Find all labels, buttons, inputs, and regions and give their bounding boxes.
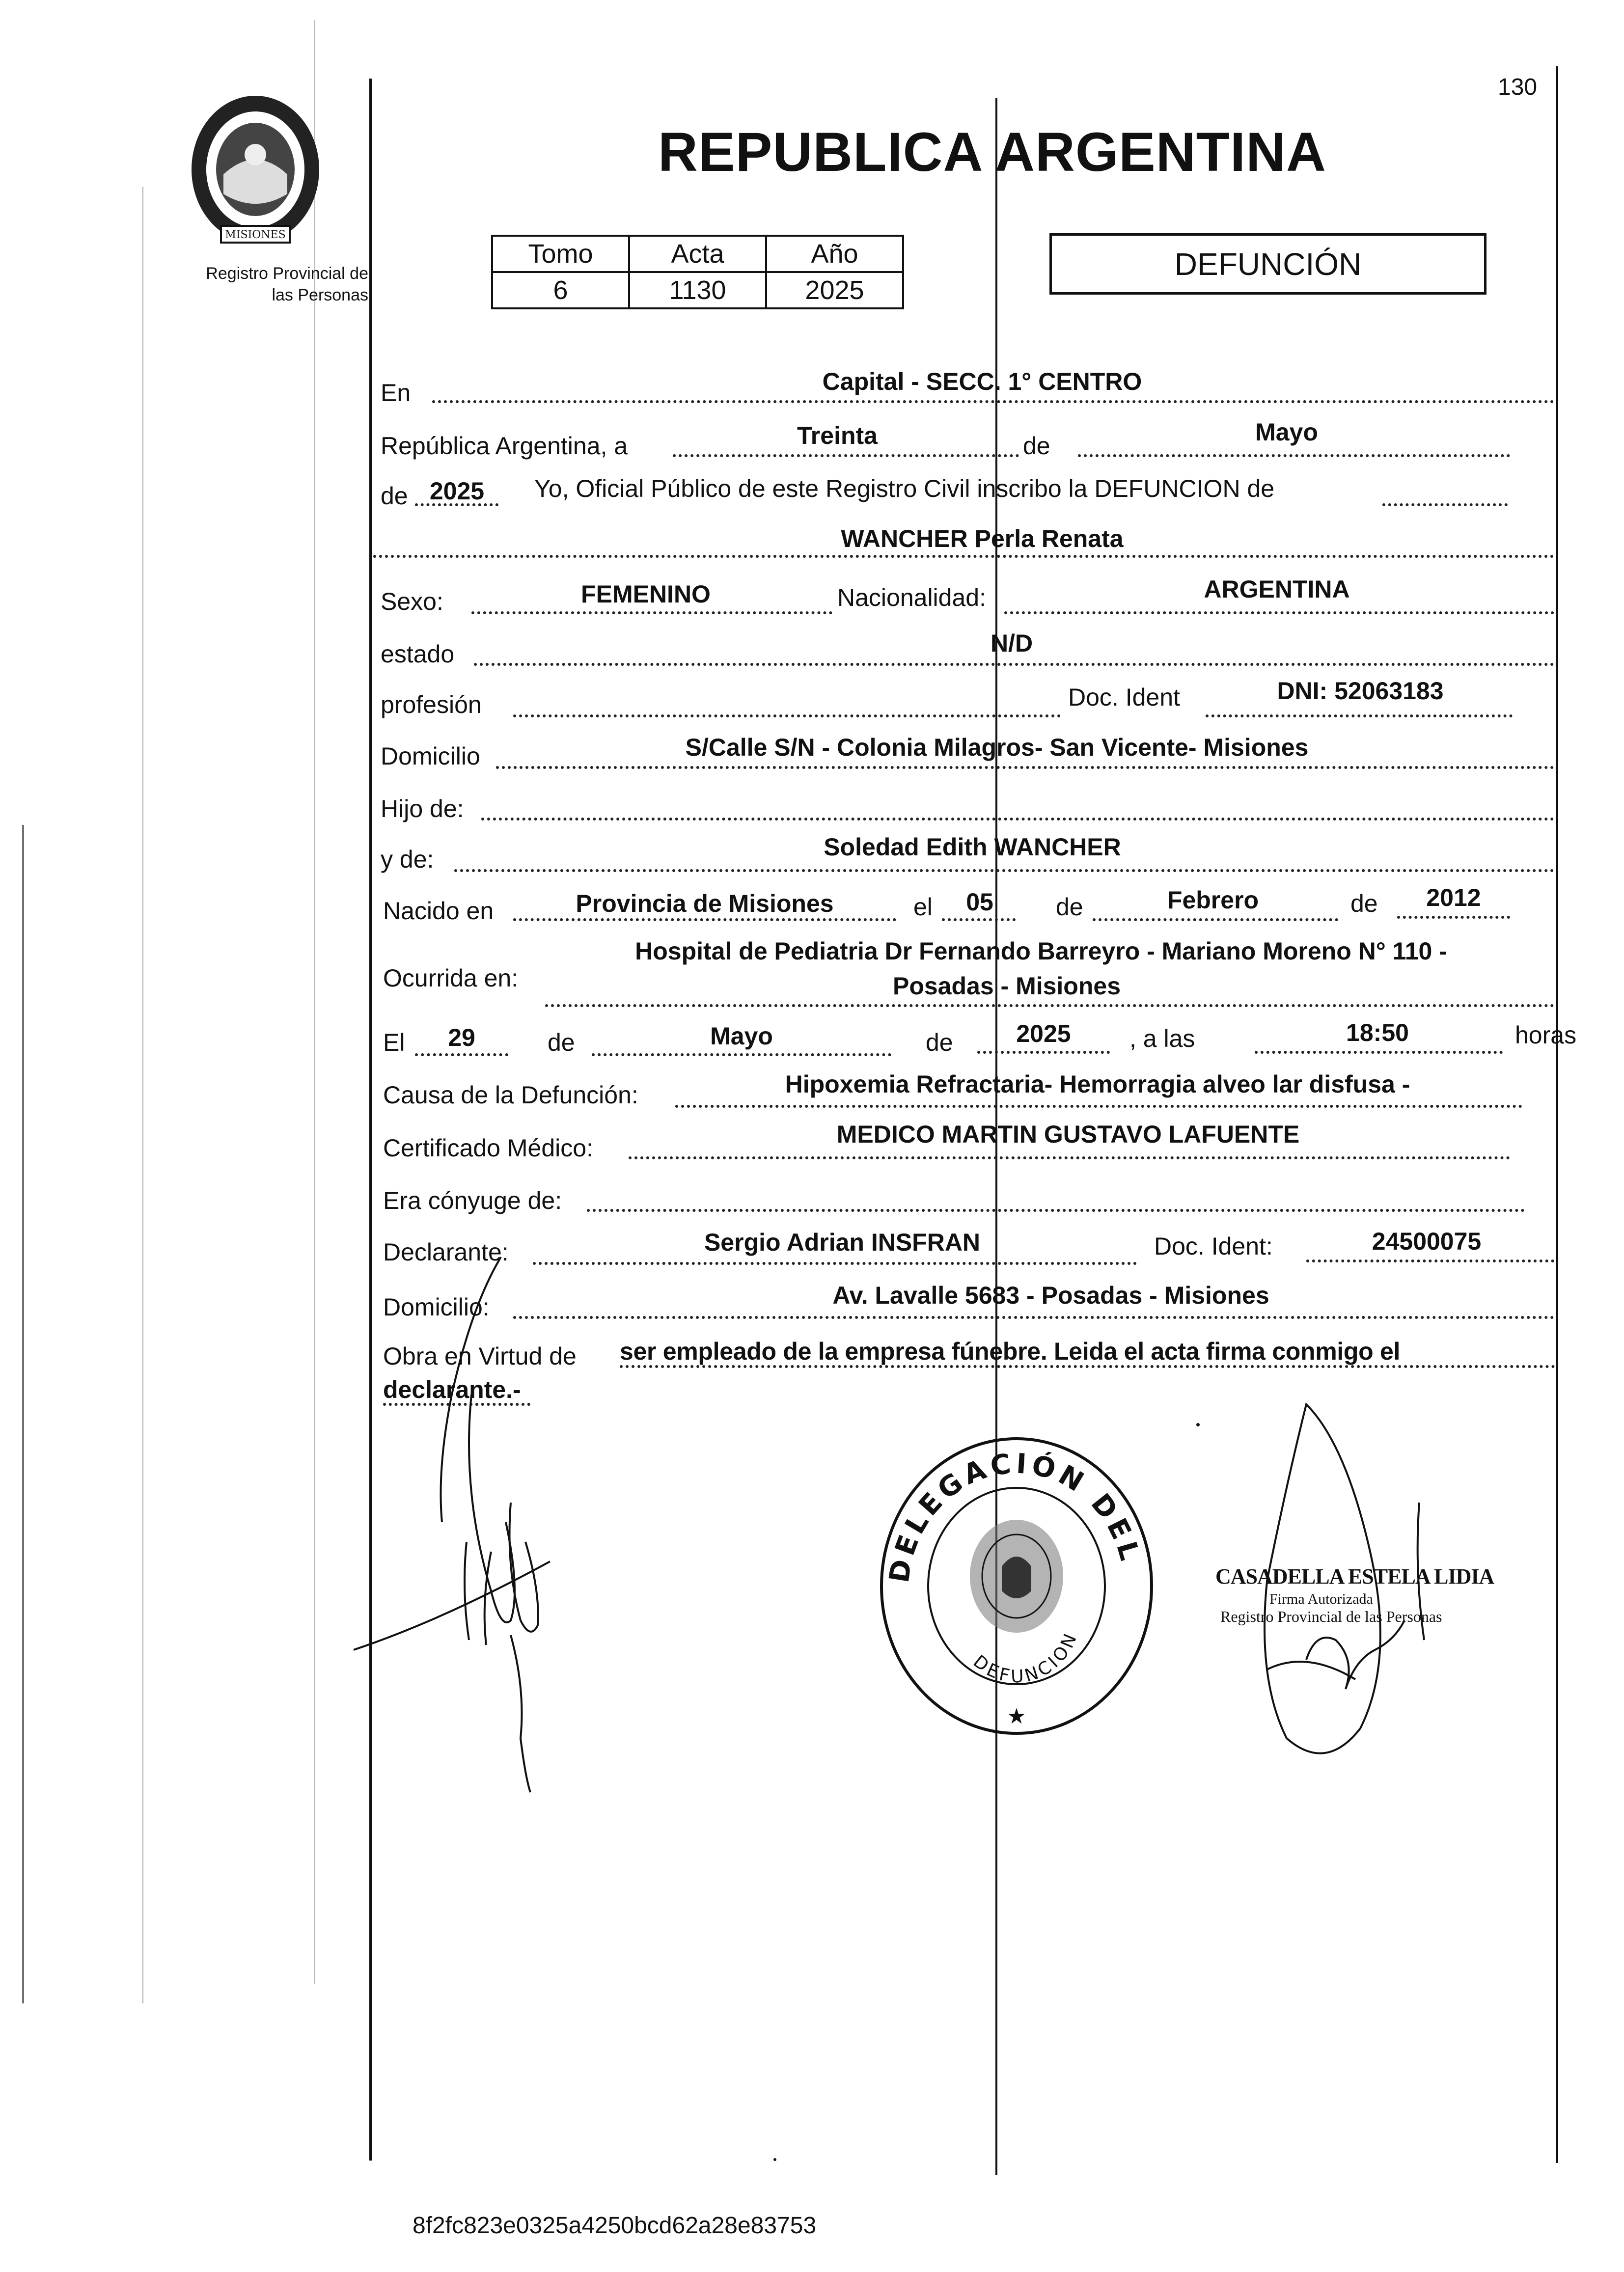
certificado-line (629, 1156, 1510, 1159)
obra-text2: declarante.- (383, 1376, 521, 1403)
en-line (432, 400, 1554, 403)
anio-header: Año (766, 236, 903, 272)
declarante-signature (344, 1247, 638, 1797)
declarante-dom-label: Domicilio: (383, 1293, 490, 1321)
seal-inner-text: DEFUNCION (969, 1628, 1082, 1687)
el-label: el (913, 893, 933, 921)
intro-text: Yo, Oficial Público de este Registro Civil inscribo la DEFUNCION de (534, 475, 1275, 502)
nacido-anio-line (1397, 916, 1510, 919)
certificado-value: MEDICO MARTIN GUSTAVO LAFUENTE (836, 1121, 1300, 1148)
svg-text:DEFUNCION (969, 1628, 1082, 1687)
official-stamp (1215, 1564, 1520, 1626)
declarante-doc: 24500075 (1372, 1228, 1482, 1255)
obra-line1 (620, 1365, 1555, 1368)
acta-value: 1130 (629, 272, 766, 308)
document-type: DEFUNCIÓN (1174, 246, 1362, 282)
estado-line (474, 663, 1554, 666)
ocurrida-line (545, 1004, 1554, 1007)
domicilio-label: Domicilio (381, 742, 480, 770)
nacido-mes-line (1093, 918, 1338, 921)
deceased-name: WANCHER Perla Renata (841, 525, 1124, 552)
def-mes-line (592, 1053, 891, 1056)
ocurrida-line1: Hospital de Pediatria Dr Fernando Barreyro - Mariano Moreno N° 110 - (635, 937, 1447, 965)
hijo-line (481, 818, 1554, 821)
de2-label: de (381, 482, 408, 510)
def-anio-line (977, 1051, 1110, 1054)
reference-table (491, 235, 904, 309)
estado-value: N/D (990, 630, 1033, 657)
org-name (147, 263, 368, 306)
sexo-line (471, 611, 832, 614)
def-hora: 18:50 (1346, 1019, 1409, 1046)
declarante-dom-line (513, 1316, 1554, 1319)
declarante-doc-line (1306, 1259, 1554, 1262)
right-margin-line (1556, 66, 1558, 2163)
day-words: Treinta (797, 422, 878, 449)
official-seal (874, 1429, 1159, 1743)
stamp-name: CASADELLA ESTELA LIDIA (1215, 1564, 1494, 1588)
stray-mark (773, 2158, 776, 2161)
causa-line (675, 1105, 1522, 1108)
obra-label: Obra en Virtud de (383, 1342, 577, 1370)
yde-label: y de: (381, 846, 434, 873)
madre-value: Soledad Edith WANCHER (824, 833, 1121, 861)
nacionalidad-line (1004, 611, 1554, 614)
def-hora-line (1255, 1051, 1503, 1054)
seal-ring-text: DELEGACIÓN DEL (883, 1447, 1147, 1585)
org-name-line1: Registro Provincial de (206, 264, 368, 283)
doc-ident-line (1206, 714, 1513, 717)
def-mes: Mayo (710, 1022, 773, 1050)
declarante-doc-label: Doc. Ident: (1154, 1232, 1273, 1260)
tomo-header: Tomo (492, 236, 629, 272)
nacido-de2-label: de (1350, 890, 1378, 917)
nacionalidad-label: Nacionalidad: (837, 584, 986, 611)
document-type-box (1049, 233, 1486, 295)
month-line (1078, 454, 1510, 457)
causa-value: Hipoxemia Refractaria- Hemorragia alveo lar disfusa - (785, 1070, 1410, 1098)
nacido-lugar: Provincia de Misiones (576, 890, 834, 917)
left-edge-bar (22, 825, 24, 2003)
nacionalidad-value: ARGENTINA (1204, 575, 1350, 603)
nacido-de-label: de (1056, 893, 1083, 921)
document-hash: 8f2fc823e0325a4250bcd62a28e83753 (413, 2213, 817, 2239)
svg-text:MISIONES: MISIONES (225, 229, 286, 241)
def-dia-line (415, 1053, 508, 1056)
tomo-value: 6 (492, 272, 629, 308)
nacido-dia-line (942, 918, 1016, 921)
name-line (373, 555, 1554, 558)
certificado-label: Certificado Médico: (383, 1134, 593, 1162)
sexo-label: Sexo: (381, 588, 443, 615)
org-name-line2: las Personas (272, 286, 368, 305)
de-label: de (1023, 432, 1050, 460)
obra-text1: ser empleado de la empresa fúnebre. Leida el acta firma conmigo el (620, 1338, 1401, 1365)
intro-tail-line (1382, 503, 1508, 506)
hijo-label: Hijo de: (381, 795, 464, 822)
stray-mark (1196, 1423, 1200, 1426)
sexo-value: FEMENINO (581, 580, 711, 608)
conyuge-line (587, 1209, 1525, 1212)
profesion-line (513, 714, 1061, 717)
page-title: REPUBLICA ARGENTINA (658, 121, 1326, 183)
left-edge-marks (142, 187, 143, 2003)
stamp-line2: Firma Autorizada (1269, 1591, 1373, 1607)
def-dia: 29 (448, 1024, 475, 1051)
nacido-anio: 2012 (1426, 884, 1481, 911)
year-value: 2025 (429, 477, 485, 505)
left-edge-marks-2 (314, 20, 315, 1984)
def-de-label: de (548, 1029, 575, 1056)
en-label: En (381, 379, 411, 407)
conyuge-label: Era cónyuge de: (383, 1187, 562, 1214)
nacido-label: Nacido en (383, 897, 494, 925)
yde-line (454, 869, 1554, 872)
en-value: Capital - SECC. 1° CENTRO (822, 368, 1142, 395)
declarante-value: Sergio Adrian INSFRAN (704, 1229, 981, 1256)
province-logo (184, 91, 327, 248)
a-las-label: , a las (1129, 1025, 1195, 1052)
anio-value: 2025 (766, 272, 903, 308)
stamp-line3: Registro Provincial de las Personas (1220, 1608, 1442, 1625)
domicilio-line (496, 766, 1554, 769)
svg-text:★: ★ (1007, 1704, 1026, 1728)
republica-label: República Argentina, a (381, 432, 628, 460)
left-margin-line (369, 79, 372, 2161)
page-number: 130 (1498, 74, 1538, 100)
horas-label: horas (1515, 1021, 1577, 1049)
ocurrida-label: Ocurrida en: (383, 964, 519, 992)
estado-label: estado (381, 640, 455, 668)
el2-label: El (383, 1029, 405, 1056)
acta-header: Acta (629, 236, 766, 272)
month-value: Mayo (1255, 418, 1318, 446)
ocurrida-line2: Posadas - Misiones (892, 972, 1121, 1000)
declarante-dom: Av. Lavalle 5683 - Posadas - Misiones (832, 1282, 1269, 1309)
nacido-mes: Febrero (1167, 886, 1259, 914)
doc-ident-label: Doc. Ident (1068, 684, 1180, 711)
def-de2-label: de (926, 1029, 953, 1056)
def-anio: 2025 (1016, 1020, 1071, 1047)
doc-ident-value: DNI: 52063183 (1277, 677, 1444, 705)
causa-label: Causa de la Defunción: (383, 1081, 638, 1109)
domicilio-value: S/Calle S/N - Colonia Milagros- San Vicente- Misiones (685, 734, 1309, 761)
profesion-label: profesión (381, 691, 482, 718)
nacido-dia: 05 (966, 888, 993, 916)
declarante-label: Declarante: (383, 1238, 509, 1266)
day-line (673, 454, 1019, 457)
nacido-lugar-line (513, 918, 896, 921)
